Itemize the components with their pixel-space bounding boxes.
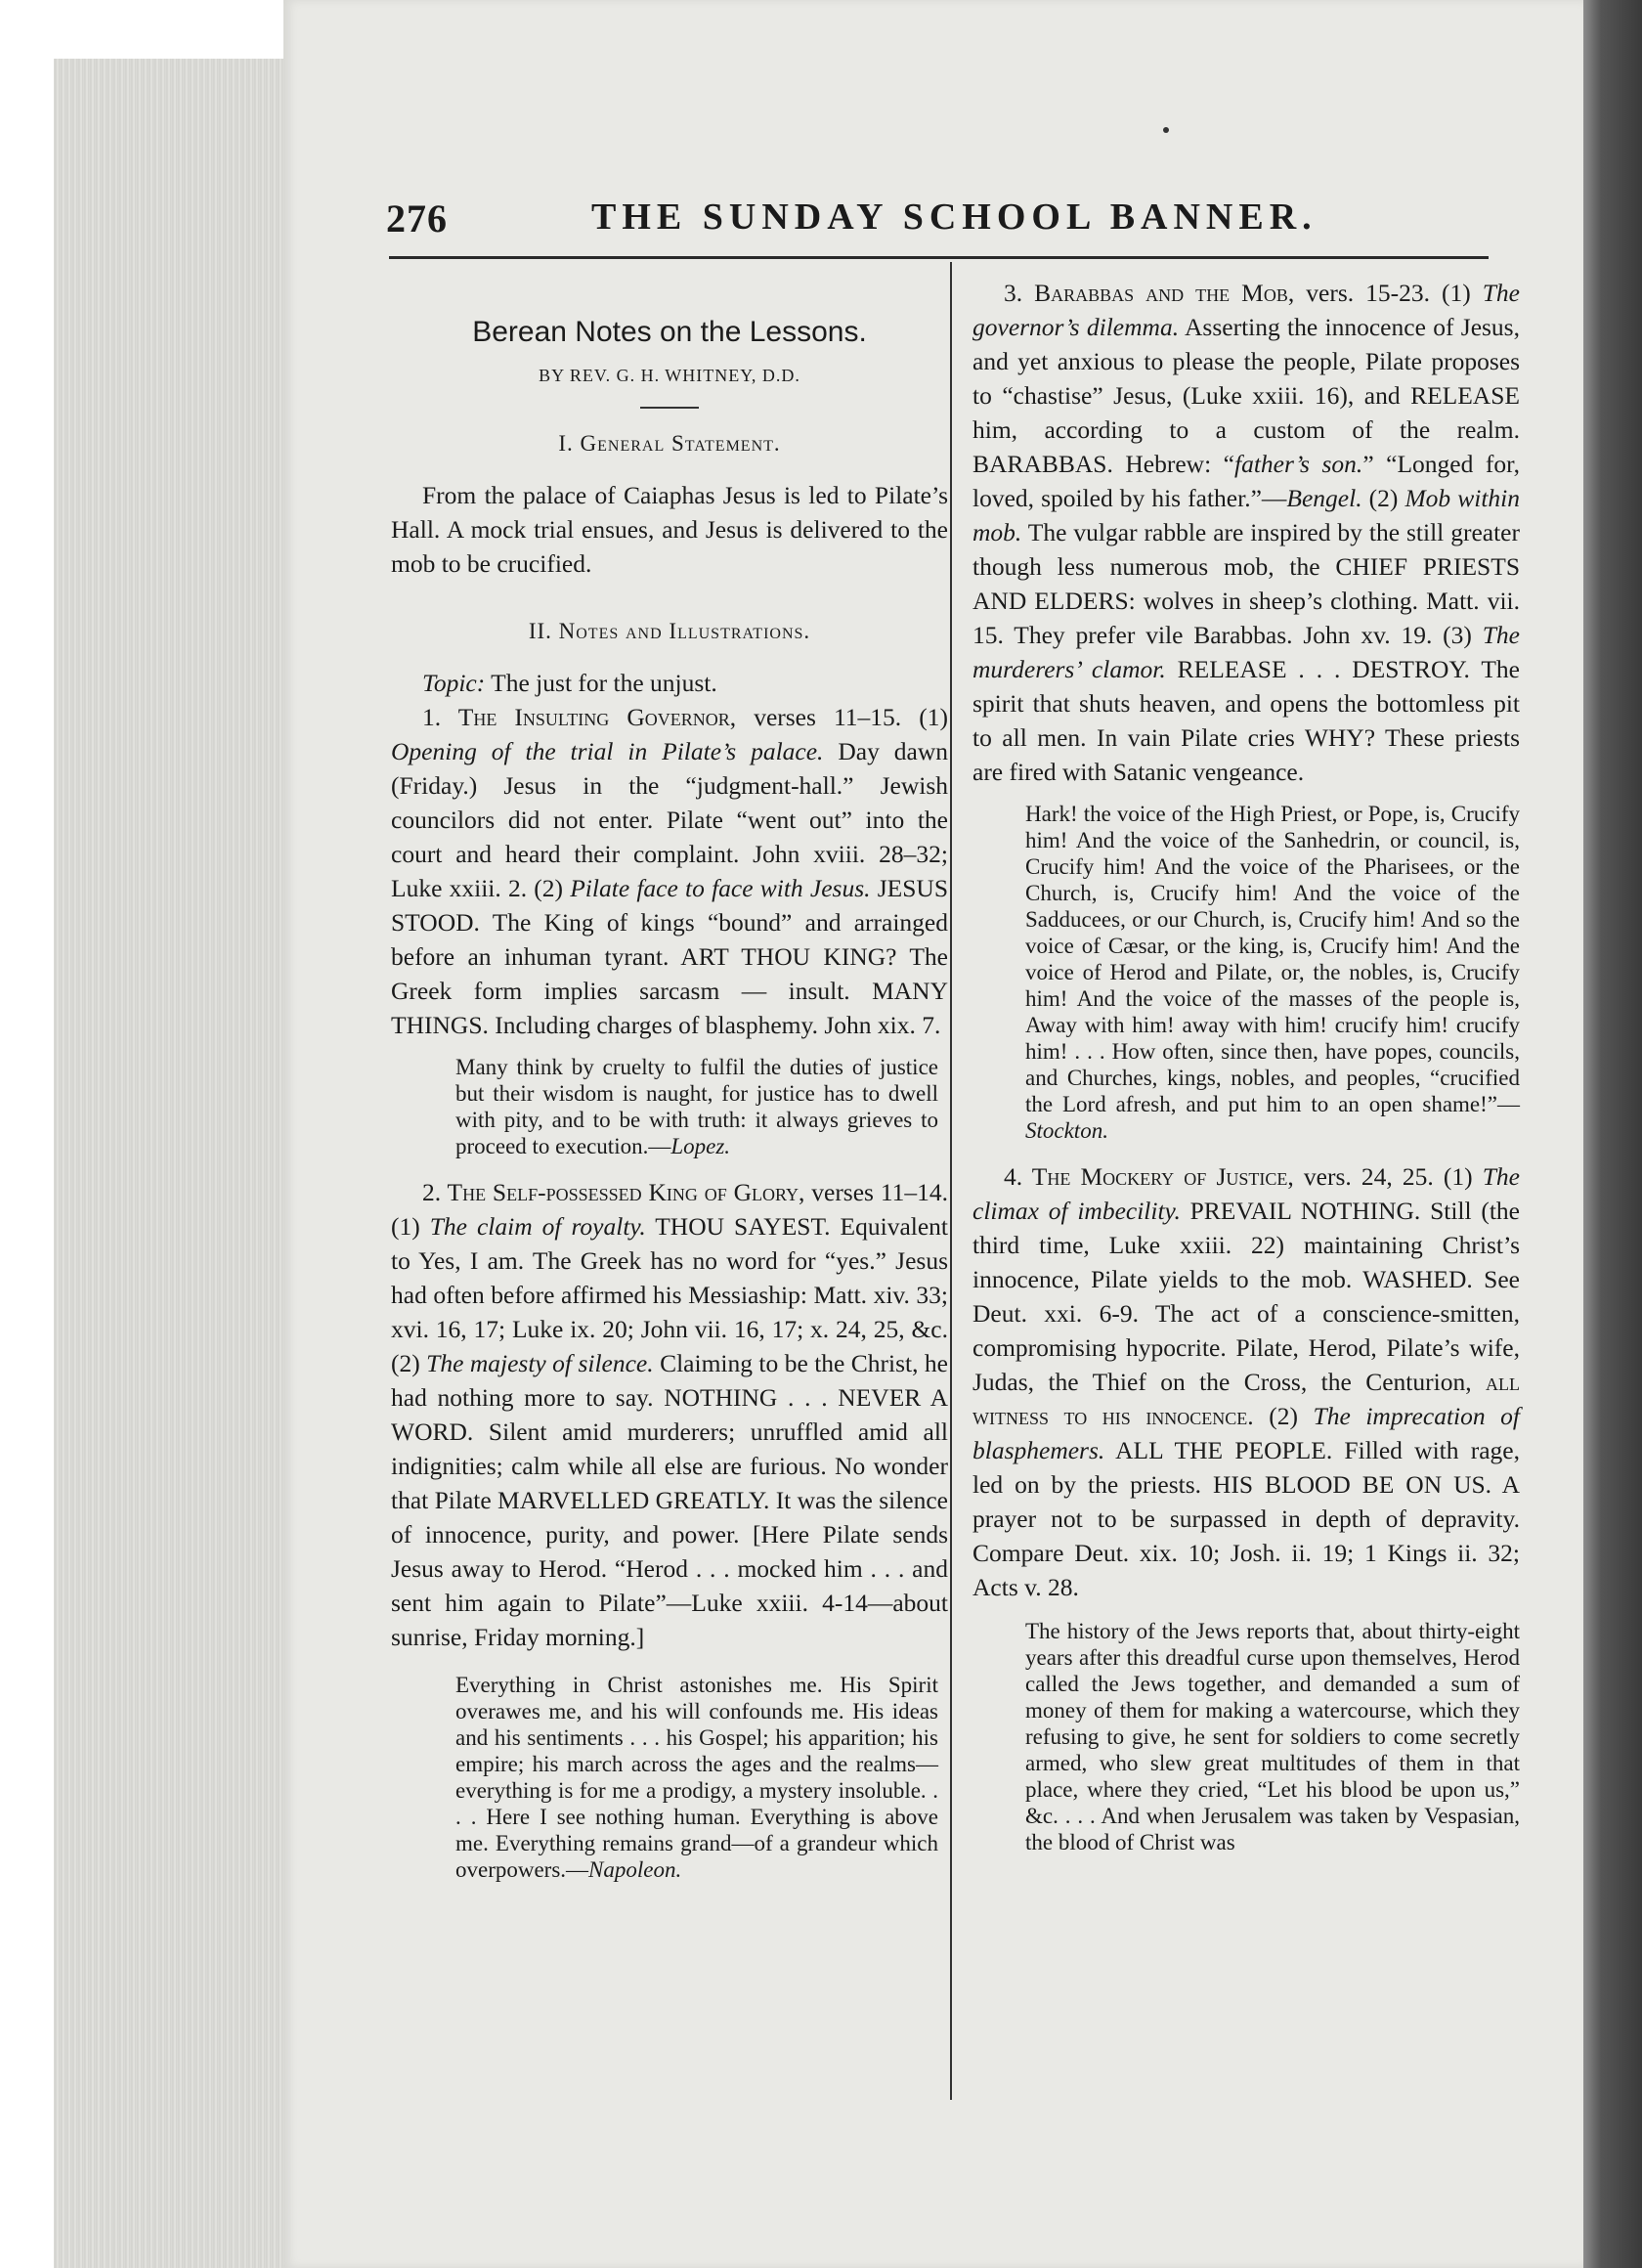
section-1-text-0: (1) xyxy=(901,703,949,731)
quote-stockton xyxy=(1025,801,1520,1144)
quote-lopez-text: Many think by cruelty to fulfil the duties of justice but their wisdom is naught, for justice has to dwell with pity, and to be with truth: it always grieves to proceed to execution.— xyxy=(455,1055,938,1158)
section-3-text-2: ” “Longed for, loved, spoiled by his father.”— xyxy=(972,450,1520,512)
section-4-subhead-1: The climax of imbecility. xyxy=(972,1162,1520,1225)
section-2-text-2: Claiming to be the Christ, he had nothing more to say. NOTHING . . . NEVER A WORD. Silent amid murderers; unruffled amid all indignities; calm while all else are furious. No wonder that Pilate MARVELLED GREATLY. It was the silence of innocence, purity, and power. [Here Pilate sends Jesus away to Herod. “Herod . . . mocked him . . . and sent him again to Pilate”—Luke xxiii. 4-14—about sunrise, Friday morning.] xyxy=(391,1349,949,1651)
section-1-verses: verses 11–15. xyxy=(736,703,902,731)
section-3-heading: 3. Barabbas and the Mob, xyxy=(1004,279,1295,307)
topic-label: Topic: xyxy=(422,669,486,697)
book-spine-shadow xyxy=(1583,0,1642,2268)
section-3-text-1: Asserting the innocence of Jesus, and yet anxious to please the people, Pilate proposes to “chastise” Jesus, (Luke xxiii. 16), and RELEASE him, according to a custom of the realm. BARABBAS. Hebrew: “ xyxy=(972,313,1520,478)
page-number: 276 xyxy=(386,196,448,240)
section-3-text-5: RELEASE . . . DESTROY. The spirit that shuts heaven, and opens the bottomless pit to all men. In vain Pilate cries WHY? These priests are fired with Satanic vengeance. xyxy=(972,655,1520,786)
section-4-heading: 4. The Mockery of Justice, xyxy=(1004,1162,1294,1191)
running-title: THE SUNDAY SCHOOL BANNER. xyxy=(591,196,1318,238)
book-page-edges xyxy=(54,59,293,2268)
section-4-text-1: PREVAIL NOTHING. Still (the third time, Luke xxiii. 22) maintaining Christ’s innocence, Pilate yields to the mob. WASHED. See Deut. xxi. 6-9. The act of a conscience-smitten, compromising hypocrite. Pilate, Herod, Pilate’s wife, Judas, the Thief on the Cross, the Centurion, xyxy=(972,1197,1520,1396)
section-3-paragraph xyxy=(972,276,1520,789)
byline-rule xyxy=(640,407,699,409)
quote-jews-history: The history of the Jews reports that, about thirty-eight years after this dreadful curse upon themselves, Herod called the Jews together, and demanded a sum of money of them for making a watercourse, which they refusing to give, he sent for soldiers to come secretly armed, who slew great multitudes of them in that place, where they cried, “Let his blood be upon us,” &c. . . . And when Jerusalem was taken by Vespasian, the blood of Christ was xyxy=(1025,1619,1520,1854)
section-2-text-0: verses 11–14. (1) xyxy=(391,1178,949,1241)
section-3-text-0: vers. 15-23. (1) xyxy=(1294,279,1483,307)
section-1-text-1: Day dawn (Friday.) Jesus in the “judgment-hall.” Jewish councilors did not enter. Pilate “went out” into the court and heard their complaint. John xviii. 28–32; Luke xxiii. 2. (2) xyxy=(391,737,948,902)
topic-text: The just for the unjust. xyxy=(485,669,717,697)
left-column xyxy=(391,276,948,1898)
article-title: Berean Notes on the Lessons. xyxy=(472,316,867,348)
section-1-subhead-1: Opening of the trial in Pilate’s palace. xyxy=(391,737,824,765)
quote-stockton-author: Stockton. xyxy=(1025,1118,1108,1143)
section-2-heading: 2. The Self-possessed King of Glory, xyxy=(422,1178,805,1206)
section-4-text-2: (2) xyxy=(1253,1402,1314,1430)
section-3-subhead-2: Mob within mob. xyxy=(972,484,1520,546)
section-3-subhead-1: The governor’s dilemma. xyxy=(972,279,1520,341)
section-3-italic-father: father’s son. xyxy=(1234,450,1363,478)
quote-stockton-text: Hark! the voice of the High Priest, or Pope, is, Crucify him! And the voice of the Sanhedrin, or council, is, Crucify him! And the voice of the Pharisees, or the Church, is, Crucify him! And the voice of the Sadducees, or our Church, is, Crucify him! And so the voice of Cæsar, or the king, is, Crucify him! And the voice of Herod and Pilate, or, the nobles, is, Crucify him! And the voice of the masses of the people is, Away with him! away with him! crucify him! crucify him! . . . How often, since then, have popes, councils, and Churches, kings, nobles, and peoples, “crucified the Lord afresh, and put him to an open shame!”— xyxy=(1025,802,1520,1116)
quote-napoleon xyxy=(455,1672,938,1883)
section-4-text-3: ALL THE PEOPLE. Filled with rage, led on by the priests. HIS BLOOD BE ON US. A prayer not to be surpassed in depth of depravity. Compare Deut. xix. 10; Josh. ii. 19; 1 Kings ii. 32; Acts v. 28. xyxy=(972,1436,1520,1601)
section-3-text-3: (2) xyxy=(1361,484,1405,512)
quote-lopez xyxy=(455,1054,938,1159)
quote-napoleon-text: Everything in Christ astonishes me. His Spirit overawes me, and his will confounds me. His ideas and his sentiments . . . his Gospel; his apparition; his empire; his march across the ages and the realms—everything is for me a prodigy, a mystery insoluble. . . . Here I see nothing human. Everything is above me. Everything remains grand—of a grandeur which overpowers.— xyxy=(455,1673,938,1882)
section-2-paragraph xyxy=(391,1175,948,1654)
section-4-subhead-2: The imprecation of blasphemers. xyxy=(972,1402,1520,1464)
ink-speck xyxy=(1163,127,1169,133)
section-4-paragraph xyxy=(972,1159,1520,1604)
quote-napoleon-author: Napoleon. xyxy=(588,1857,682,1882)
column-divider xyxy=(950,262,952,2100)
right-column xyxy=(972,276,1520,1871)
topic-line xyxy=(391,666,948,700)
section-3-subhead-3: The murderers’ clamor. xyxy=(972,621,1520,683)
section-2-subhead-2: The majesty of silence. xyxy=(426,1349,654,1377)
section-1-text-2: JESUS STOOD. The King of kings “bound” and arrainged before an inhuman tyrant. ART THOU KING? The Greek form implies sarcasm — insult. MANY THINGS. Including charges of blasphemy. John xix. 7. xyxy=(391,874,949,1039)
section-4-text-0: vers. 24, 25. (1) xyxy=(1293,1162,1483,1191)
section-3-citation-bengel: Bengel. xyxy=(1286,484,1362,512)
section-notes-heading: II. Notes and Illustrations. xyxy=(528,619,811,643)
general-statement-paragraph: From the palace of Caiaphas Jesus is led to Pilate’s Hall. A mock trial ensues, and Jesus is delivered to the mob to be crucified. xyxy=(391,481,948,578)
quote-lopez-author: Lopez. xyxy=(670,1134,731,1158)
section-2-text-1: THOU SAYEST. Equivalent to Yes, I am. The Greek has no word for “yes.” Jesus had often before affirmed his Messiaship: Matt. xiv. 33; xvi. 16, 17; Luke ix. 20; John vii. 16, 17; x. 24, 25, &c. (2) xyxy=(391,1212,948,1377)
section-1-subhead-2: Pilate face to face with Jesus. xyxy=(570,874,871,902)
article-byline: BY REV. G. H. WHITNEY, D.D. xyxy=(539,366,800,385)
section-1-heading: 1. The Insulting Governor, xyxy=(422,703,737,731)
section-3-text-4: The vulgar rabble are inspired by the still greater though less numerous mob, the CHIEF PRIESTS AND ELDERS: wolves in sheep’s clothing. Matt. vii. 15. They prefer vile Barabbas. John xv. 19. (3) xyxy=(972,518,1520,649)
header-rule xyxy=(389,256,1489,259)
section-general-statement-heading: I. General Statement. xyxy=(558,431,781,456)
section-2-subhead-1: The claim of royalty. xyxy=(429,1212,646,1241)
section-1-paragraph xyxy=(391,700,948,1042)
section-4-smallcaps: all witness to his innocence. xyxy=(972,1368,1520,1430)
page-header xyxy=(386,196,1491,244)
